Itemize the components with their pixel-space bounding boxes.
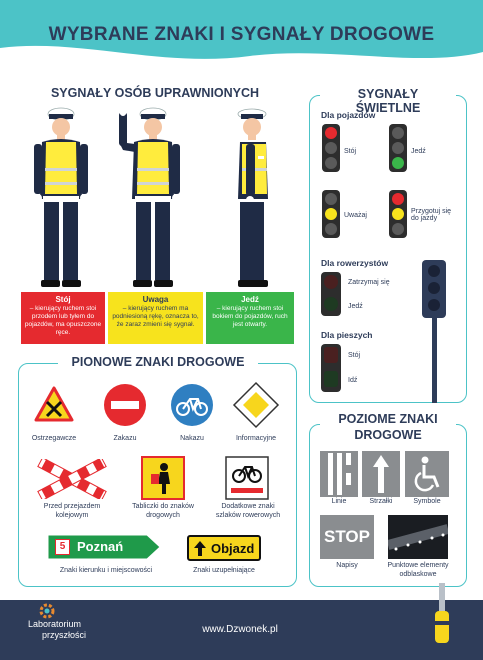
bicycle-mandatory-sign-icon <box>170 383 214 427</box>
footer-logo-line1: Laboratorium <box>28 619 82 629</box>
signal-attention-text: – kierujący ruchem ma podniesioną rękę, oznacza to, że zaraz zmieni się sygnał. <box>112 305 199 329</box>
pedestrian-walk-icon <box>324 371 338 387</box>
inscriptions-caption: Napisy <box>336 562 358 569</box>
bike-trail-caption: Dodatkowe znaki szlaków rowerowych <box>215 503 281 519</box>
symbols-caption: Symbole <box>413 498 441 505</box>
pedestrian-stop-icon <box>324 347 338 363</box>
traffic-light-caution <box>322 190 340 238</box>
light-go-label: Jedź <box>411 148 426 155</box>
officer-raised-hand-illustration <box>113 104 183 290</box>
prohibition-caption: Zakazu <box>113 435 137 442</box>
lights-vehicles-head: Dla pojazdów <box>321 110 376 120</box>
reflective-elements-icon <box>388 515 448 559</box>
gear-logo-icon <box>38 602 56 620</box>
bike-icon-green <box>324 297 338 311</box>
warning-caption: Ostrzegawcze <box>31 435 77 442</box>
screwdriver-icon <box>430 583 454 645</box>
road-lines-icon <box>320 451 358 497</box>
signal-stop-box <box>21 292 105 344</box>
horizontal-title: POZIOME ZNAKI DROGOWE <box>320 412 456 443</box>
road-symbol-wheelchair-icon <box>405 451 449 497</box>
ped-walk-label: Idź <box>348 377 358 384</box>
bike-go-label: Jedź <box>348 303 363 310</box>
signal-go-head: Jedź <box>241 295 259 304</box>
detour-sign <box>187 535 261 561</box>
detour-text: Objazd <box>211 541 255 556</box>
no-entry-sign-icon <box>103 383 147 427</box>
ped-stop-label: Stój <box>348 352 361 359</box>
traffic-light-stop <box>322 124 340 172</box>
signal-attention-box <box>108 292 203 344</box>
direction-number: 5 <box>55 539 70 555</box>
arrow-up-icon <box>194 541 206 556</box>
road-stop-text-icon: STOP <box>320 515 374 559</box>
light-caution-label: Uważaj <box>344 212 367 219</box>
reflective-caption: Punktowe elementy odblaskowe <box>387 562 449 578</box>
supplementary-caption: Znaki uzupełniające <box>193 567 255 574</box>
bike-signal-light <box>321 272 341 316</box>
mandatory-caption: Nakazu <box>180 435 204 442</box>
pedestrian-signal-light <box>321 344 341 392</box>
signal-attention-head: Uwaga <box>142 295 169 304</box>
warning-sign-icon <box>34 386 74 422</box>
bike-icon-red <box>324 275 338 289</box>
road-arrow-icon <box>362 451 400 497</box>
railway-crossing-sign-icon <box>36 459 108 499</box>
plate-caption: Tabliczki do znaków drogowych <box>132 503 194 519</box>
authorized-title: SYGNAŁY OSÓB UPRAWNIONYCH <box>40 86 270 100</box>
traffic-light-go <box>389 124 407 172</box>
light-prepare-label: Przygotuj się do jazdy <box>411 208 452 222</box>
bike-stop-label: Zatrzymaj się <box>348 279 390 286</box>
traffic-light-pole-illustration <box>414 258 454 403</box>
information-caption: Informacyjne <box>235 435 277 442</box>
arrows-caption: Strzałki <box>369 498 393 505</box>
priority-road-sign-icon <box>232 381 280 429</box>
officer-side-illustration <box>226 104 280 290</box>
traffic-light-prepare <box>389 190 407 238</box>
vertical-title: PIONOWE ZNAKI DROGOWE <box>58 355 258 369</box>
direction-caption: Znaki kierunku i miejscowości <box>59 567 153 574</box>
lights-bikes-head: Dla rowerzystów <box>321 258 389 268</box>
signal-go-box <box>206 292 294 344</box>
officer-front-illustration <box>30 104 92 290</box>
signal-stop-head: Stój <box>55 295 71 304</box>
footer-url-link[interactable]: www.Dzwonek.pl <box>202 624 278 635</box>
signal-stop-text: – kierujący ruchem stoi przodem lub tyłem do pojazdów, ma opuszczone ręce. <box>24 305 102 337</box>
direction-city: Poznań <box>77 539 124 554</box>
lines-caption: Linie <box>331 498 347 505</box>
footer-logo <box>28 619 86 641</box>
direction-sign <box>47 534 161 560</box>
bike-trail-sign-icon <box>225 456 269 500</box>
header-wave <box>0 42 483 70</box>
page-title: WYBRANE ZNAKI I SYGNAŁY DROGOWE <box>48 24 435 45</box>
signal-go-text: – kierujący ruchem stoi bokiem do pojazdów, ruch jest otwarty. <box>212 305 288 329</box>
footer-logo-line2: przyszłości <box>42 629 87 640</box>
school-plate-sign-icon <box>141 456 185 500</box>
railway-caption: Przed przejazdem kolejowym <box>43 503 101 519</box>
light-stop-label: Stój <box>344 148 357 155</box>
lights-title: SYGNAŁY ŚWIETLNE <box>320 87 456 115</box>
lights-peds-head: Dla pieszych <box>321 330 373 340</box>
